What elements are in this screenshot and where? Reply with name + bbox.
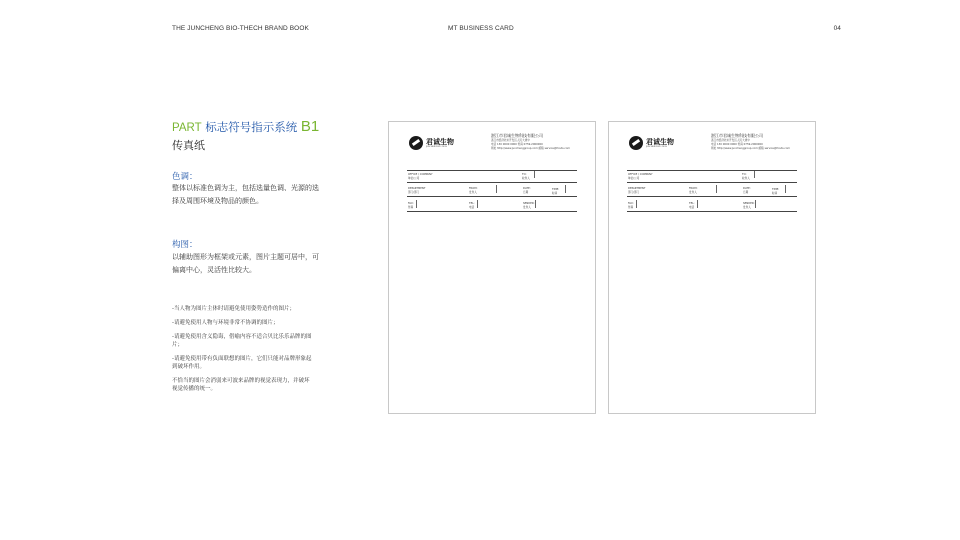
field-time-cn: 时间 <box>772 192 778 195</box>
field-department: DEPARTMENT <box>628 187 646 190</box>
company-name: 湛江市君诚生物科技有限公司 <box>711 133 763 138</box>
composition-body: 以辅助图形为框架或元素，图片主题可居中，可偏离中心，灵活性比较大。 <box>172 253 319 274</box>
section-name: MT BUSINESS CARD <box>448 25 514 32</box>
field-sender-cn: 发件人 <box>743 206 751 209</box>
field-divider <box>477 200 478 208</box>
logo-mark-icon <box>409 136 423 150</box>
description-column <box>172 118 322 392</box>
page-number: 04 <box>833 25 841 32</box>
logo-english-text: JUNCHENG BIO-TECH <box>426 146 447 148</box>
field-divider <box>416 200 417 208</box>
company-contact-line: 电话 130 0000 0000 传真 0759-2000000 <box>491 143 543 146</box>
field-from: FROM: <box>689 187 698 190</box>
field-divider <box>754 171 755 178</box>
field-divider <box>534 171 535 178</box>
field-date-cn: 日期 <box>523 191 529 194</box>
field-department-cn: 部门/部门 <box>408 191 420 194</box>
note-item: -请避免使用含义隐诲，借喻内容不适合贝比乐乐品牌的图片； <box>172 334 312 348</box>
form-rule <box>627 182 797 183</box>
note-item: -请避免使用人物与环境非常不协调的图片； <box>172 320 279 326</box>
company-contact-line: 电话 130 0000 0000 传真 0759-2000000 <box>711 143 763 146</box>
page-subtitle: 传真纸 <box>172 139 205 152</box>
logo-chinese-text: 君诚生物 <box>646 138 674 146</box>
field-divider <box>755 200 756 208</box>
fax-sheet-mockup <box>388 121 596 414</box>
color-tone-body: 整体以标准色调为主，包括选量色调、光源的选择及周围环境及物品的颜色。 <box>172 184 319 205</box>
field-office-cn: 单位/公司 <box>408 177 420 180</box>
field-from: FROM: <box>469 187 478 190</box>
field-date: DATE: <box>523 187 531 190</box>
field-fax-cn: 传真 <box>628 206 634 209</box>
fax-sheet-mockup <box>608 121 816 414</box>
company-address: 湛江市经济技术开发区人民大道中 <box>491 139 530 142</box>
field-date-cn: 日期 <box>743 191 749 194</box>
part-label: PART <box>172 122 202 134</box>
field-to: TO: <box>742 173 747 176</box>
field-to-cn: 收件人 <box>522 177 530 180</box>
part-title: 标志符号指示系统 <box>205 120 298 134</box>
form-rule <box>407 182 577 183</box>
field-divider <box>565 185 566 193</box>
field-to-cn: 收件人 <box>742 177 750 180</box>
field-time: TIME: <box>552 188 560 191</box>
field-fax: FAX: <box>628 202 634 205</box>
form-rule <box>407 196 577 197</box>
field-office-cn: 单位/公司 <box>628 177 640 180</box>
field-from-cn: 发件人 <box>469 191 477 194</box>
composition-heading: 构图： <box>172 240 198 250</box>
field-divider <box>535 200 536 208</box>
note-item: -当人物为图片主体时请避免使用姿势造作的图片； <box>172 306 295 312</box>
company-name: 湛江市君诚生物科技有限公司 <box>491 133 543 138</box>
form-rule <box>627 196 797 197</box>
note-item: -请避免使用带有负面联想的图片，它们只能对品牌形象起到破坏作用。 <box>172 356 312 370</box>
color-tone-heading: 色调： <box>172 172 198 182</box>
company-contact-line: 网址 http://www.junchenggroup.com 邮箱 service@foods.com <box>491 147 570 150</box>
field-fax-cn: 传真 <box>408 206 414 209</box>
logo-english-text: JUNCHENG BIO-TECH <box>646 146 667 148</box>
field-to: TO: <box>522 173 527 176</box>
field-time: TIME: <box>772 188 780 191</box>
field-office: OFFICE / COMPANY <box>628 173 653 176</box>
field-time-cn: 时间 <box>552 192 558 195</box>
field-sender-cn: 发件人 <box>523 206 531 209</box>
field-tel: TEL: <box>689 202 695 205</box>
field-department-cn: 部门/部门 <box>628 191 640 194</box>
part-code: B1 <box>300 118 320 135</box>
field-sender: SENDER: <box>743 202 755 205</box>
field-tel-cn: 电话 <box>469 206 475 209</box>
form-rule <box>627 211 797 212</box>
company-info <box>491 133 589 151</box>
company-address: 湛江市经济技术开发区人民大道中 <box>711 139 750 142</box>
field-tel-cn: 电话 <box>689 206 695 209</box>
logo-chinese-text: 君诚生物 <box>426 138 454 146</box>
form-rule <box>627 170 797 171</box>
field-fax: FAX: <box>408 202 414 205</box>
logo-mark-icon <box>629 136 643 150</box>
field-tel: TEL: <box>469 202 475 205</box>
field-date: DATE: <box>743 187 751 190</box>
company-contact-line: 网址 http://www.junchenggroup.com 邮箱 service@foods.com <box>711 147 790 150</box>
field-department: DEPARTMENT <box>408 187 426 190</box>
brand-book-title: THE JUNCHENG BIO-THECH BRAND BOOK <box>172 25 309 32</box>
field-divider <box>636 200 637 208</box>
note-item: 不恰当的图片会消弱来可波来品牌的视觉表现力，并破坏视觉传播的统一。 <box>172 378 310 392</box>
field-divider <box>496 185 497 193</box>
field-divider <box>785 185 786 193</box>
form-rule <box>407 170 577 171</box>
field-divider <box>697 200 698 208</box>
field-divider <box>716 185 717 193</box>
field-office: OFFICE / COMPANY <box>408 173 433 176</box>
image-notes <box>172 305 312 399</box>
company-info <box>711 133 809 151</box>
form-rule <box>407 211 577 212</box>
part-heading <box>172 120 322 135</box>
field-sender: SENDER: <box>523 202 535 205</box>
field-from-cn: 发件人 <box>689 191 697 194</box>
